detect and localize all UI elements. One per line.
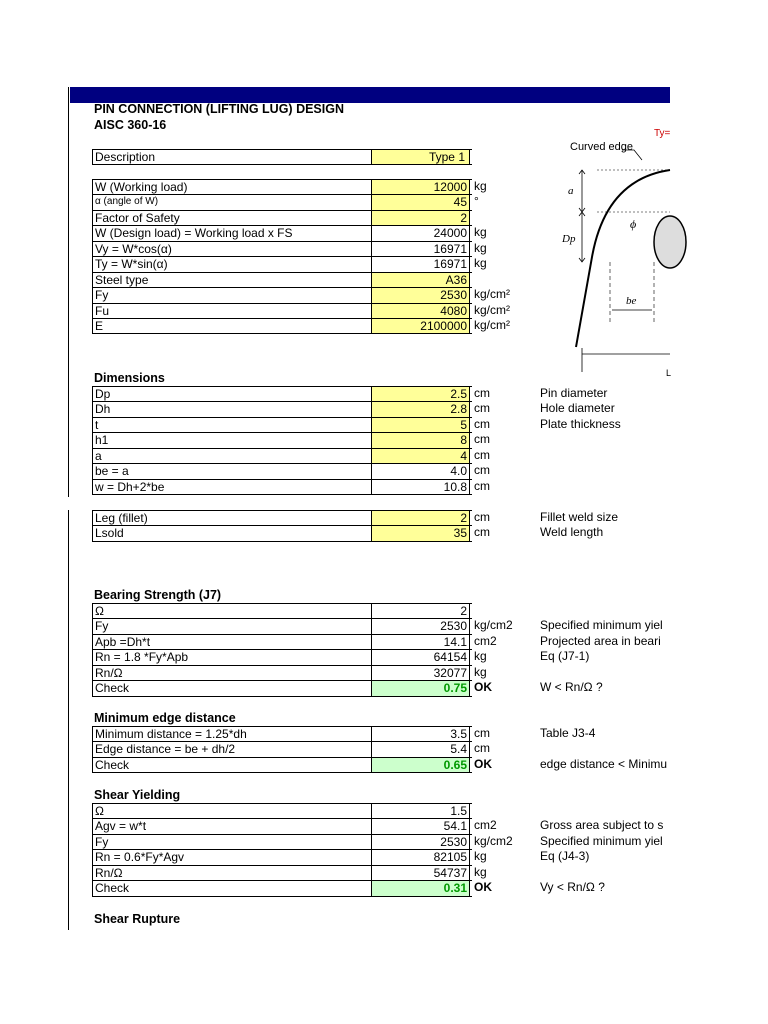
unit-label: kg — [474, 240, 487, 255]
unit-label: cm2 — [474, 633, 497, 648]
table-row — [92, 866, 472, 881]
dim-label: Dh — [92, 402, 372, 416]
note-text: Plate thickness — [540, 416, 621, 431]
check-label: Check — [92, 881, 372, 895]
note-text: Vy < Rn/Ω ? — [540, 880, 605, 895]
unit-label — [474, 272, 510, 287]
table-row — [92, 604, 472, 619]
note-text: Eq (J7-1) — [540, 649, 590, 664]
note-text: Hole diameter — [540, 401, 615, 416]
calc-value: 1.5 — [372, 804, 470, 818]
calc-value: 82105 — [372, 850, 470, 864]
calc-label: Fy — [92, 835, 372, 849]
calc-value: 2530 — [372, 619, 470, 633]
unit-label: kg/cm² — [474, 287, 510, 302]
unit-label: kg — [474, 849, 487, 864]
note-text — [540, 665, 670, 680]
shear-rupture-heading: Shear Rupture — [94, 912, 181, 926]
ok-status: OK — [474, 880, 492, 895]
table-row — [92, 319, 472, 334]
calc-value: 32077 — [372, 666, 470, 680]
edge-notes — [540, 726, 670, 772]
curved-edge-label: Curved edge — [570, 141, 633, 153]
unit-label: kg/cm2 — [474, 618, 513, 633]
table-row — [92, 195, 472, 210]
dim-label: w = Dh+2*be — [92, 480, 372, 494]
shear-yield-heading: Shear Yielding — [94, 788, 181, 802]
design-load-value: 24000 — [372, 226, 470, 240]
table-row — [92, 150, 472, 165]
ty-label: Ty= — [654, 128, 671, 139]
table-row — [92, 288, 472, 303]
edge-units — [474, 726, 492, 772]
unit-label — [474, 210, 510, 225]
check-label: Check — [92, 681, 372, 695]
check-ratio: 0.75 — [372, 681, 470, 695]
dh-input[interactable]: 2.8 — [372, 402, 470, 416]
calc-label: Apb =Dh*t — [92, 635, 372, 649]
calc-value: 3.5 — [372, 727, 470, 741]
calc-value: 64154 — [372, 650, 470, 664]
calc-value: 14.1 — [372, 635, 470, 649]
table-row — [92, 226, 472, 241]
unit-label: cm — [474, 463, 490, 478]
unit-label: cm — [474, 741, 490, 756]
unit-label: cm — [474, 525, 490, 540]
calc-value: 5.4 — [372, 742, 470, 756]
calc-label: Ω — [92, 604, 372, 618]
input-label: Vy = W*cos(α) — [92, 242, 372, 256]
shear-yield-table — [92, 803, 472, 897]
lug-drawing — [552, 122, 670, 382]
table-row — [92, 433, 472, 448]
inputs-units — [474, 179, 510, 333]
table-row — [92, 681, 472, 696]
description-table — [92, 149, 472, 165]
dim-label: Dp — [92, 387, 372, 401]
t-input[interactable]: 5 — [372, 418, 470, 432]
check-label: Check — [92, 758, 372, 772]
calc-value: 54.1 — [372, 819, 470, 833]
bearing-table — [92, 603, 472, 697]
input-label: Factor of Safety — [92, 211, 372, 225]
weld-notes — [540, 510, 670, 541]
unit-label: cm — [474, 478, 490, 493]
table-row — [92, 273, 472, 288]
e-input[interactable]: 2100000 — [372, 319, 470, 333]
unit-label: cm — [474, 416, 490, 431]
page-title: PIN CONNECTION (LIFTING LUG) DESIGN — [94, 102, 344, 116]
note-text: W < Rn/Ω ? — [540, 680, 603, 695]
be-value: 4.0 — [372, 464, 470, 478]
vy-value: 16971 — [372, 242, 470, 256]
header-bar — [70, 87, 670, 103]
dimensions-notes — [540, 386, 670, 432]
input-label: W (Design load) = Working load x FS — [92, 226, 372, 240]
note-text — [540, 803, 670, 818]
input-label: Fu — [92, 304, 372, 318]
table-row — [92, 180, 472, 195]
unit-label: ° — [474, 194, 479, 209]
code-reference: AISC 360-16 — [94, 118, 167, 132]
table-row — [92, 835, 472, 850]
unit-label: cm — [474, 432, 490, 447]
weld-units — [474, 510, 490, 541]
weld-table — [92, 510, 472, 542]
table-row — [92, 418, 472, 433]
unit-label: kg — [474, 649, 487, 664]
unit-label: cm — [474, 510, 490, 524]
note-text — [540, 603, 670, 618]
a-label: a — [568, 185, 574, 197]
working-load-input[interactable]: 12000 — [372, 180, 470, 194]
table-row — [92, 526, 472, 541]
note-text: Projected area in beari — [540, 633, 661, 648]
unit-label — [474, 603, 513, 618]
calc-label: Agv = w*t — [92, 819, 372, 833]
calc-value: 2 — [372, 604, 470, 618]
w-value: 10.8 — [372, 480, 470, 494]
bearing-notes — [540, 603, 670, 696]
table-row — [92, 666, 472, 681]
table-row — [92, 635, 472, 650]
safety-factor-input[interactable]: 2 — [372, 211, 470, 225]
dp-input[interactable]: 2.5 — [372, 387, 470, 401]
dimensions-heading: Dimensions — [94, 371, 165, 385]
unit-label: cm — [474, 447, 490, 462]
dp-label: Dp — [562, 233, 576, 245]
input-label: E — [92, 319, 372, 333]
note-text: Weld length — [540, 525, 604, 540]
shear-yield-notes — [540, 803, 670, 896]
table-row — [92, 211, 472, 226]
note-text: Specified minimum yiel — [540, 833, 663, 848]
calc-label: Fy — [92, 619, 372, 633]
unit-label — [474, 803, 513, 818]
unit-label: cm — [474, 401, 490, 416]
table-row — [92, 449, 472, 464]
input-label: α (angle of W) — [92, 195, 372, 209]
input-label: W (Working load) — [92, 180, 372, 194]
phi-label: ϕ — [630, 217, 637, 231]
steel-type-input[interactable]: A36 — [372, 273, 470, 287]
left-border-lower — [68, 510, 69, 930]
calc-value: 54737 — [372, 866, 470, 880]
unit-label: cm — [474, 386, 490, 400]
calc-label: Rn = 0.6*Fy*Agv — [92, 850, 372, 864]
input-label: Fy — [92, 288, 372, 302]
table-row — [92, 650, 472, 665]
table-row — [92, 804, 472, 819]
ok-status: OK — [474, 756, 492, 771]
note-text — [540, 741, 670, 756]
l-label: L — [666, 368, 672, 378]
table-row — [92, 819, 472, 834]
calc-label: Rn/Ω — [92, 666, 372, 680]
a-input[interactable]: 4 — [372, 449, 470, 463]
angle-input[interactable]: 45 — [372, 195, 470, 209]
table-row — [92, 619, 472, 634]
table-row — [92, 480, 472, 495]
input-label: Ty = W*sin(α) — [92, 257, 372, 271]
shear-yield-units — [474, 803, 513, 896]
fy-input[interactable]: 2530 — [372, 288, 470, 302]
ok-status: OK — [474, 680, 492, 695]
table-row — [92, 850, 472, 865]
leg-input[interactable]: 2 — [372, 511, 470, 525]
fu-input[interactable]: 4080 — [372, 304, 470, 318]
table-row — [92, 742, 472, 757]
unit-label: kg — [474, 256, 487, 271]
dimensions-units — [474, 386, 490, 494]
note-text: Eq (J4-3) — [540, 849, 590, 864]
dimensions-table — [92, 386, 472, 495]
note-text: Specified minimum yiel — [540, 618, 663, 633]
h1-input[interactable]: 8 — [372, 433, 470, 447]
dim-label: h1 — [92, 433, 372, 447]
input-label: Steel type — [92, 273, 372, 287]
unit-label: kg/cm² — [474, 317, 510, 332]
inputs-table — [92, 179, 472, 334]
note-text: Table J3-4 — [540, 726, 596, 740]
description-label: Description — [92, 150, 372, 164]
table-row — [92, 727, 472, 742]
table-row — [92, 402, 472, 417]
unit-label: kg/cm² — [474, 302, 510, 317]
note-text: Pin diameter — [540, 386, 608, 400]
weld-label: Lsold — [92, 526, 372, 540]
unit-label: cm2 — [474, 818, 497, 833]
weld-label: Leg (fillet) — [92, 511, 372, 525]
table-row — [92, 511, 472, 526]
bearing-units — [474, 603, 513, 696]
bearing-heading: Bearing Strength (J7) — [94, 588, 222, 602]
be-label: be — [626, 295, 637, 307]
table-row — [92, 242, 472, 257]
table-row — [92, 758, 472, 773]
description-value[interactable]: Type 1 — [372, 150, 470, 164]
unit-label: kg/cm2 — [474, 833, 513, 848]
calc-value: 2530 — [372, 835, 470, 849]
unit-label: kg — [474, 225, 487, 240]
lsold-input[interactable]: 35 — [372, 526, 470, 540]
table-row — [92, 387, 472, 402]
note-text: Fillet weld size — [540, 510, 619, 524]
calc-label: Rn = 1.8 *Fy*Apb — [92, 650, 372, 664]
table-row — [92, 881, 472, 896]
table-row — [92, 464, 472, 479]
calc-label: Ω — [92, 804, 372, 818]
left-border — [68, 87, 69, 497]
check-ratio: 0.31 — [372, 881, 470, 895]
unit-label: kg — [474, 664, 487, 679]
table-row — [92, 257, 472, 272]
unit-label: kg — [474, 864, 487, 879]
table-row — [92, 304, 472, 319]
calc-label: Minimum distance = 1.25*dh — [92, 727, 372, 741]
calc-label: Edge distance = be + dh/2 — [92, 742, 372, 756]
dim-label: t — [92, 418, 372, 432]
ty-value: 16971 — [372, 257, 470, 271]
unit-label: kg — [474, 179, 487, 193]
dim-label: be = a — [92, 464, 372, 478]
check-ratio: 0.65 — [372, 758, 470, 772]
lug-diagram — [552, 122, 670, 382]
dim-label: a — [92, 449, 372, 463]
calc-label: Rn/Ω — [92, 866, 372, 880]
note-text — [540, 865, 670, 880]
edge-table — [92, 726, 472, 773]
unit-label: cm — [474, 726, 490, 740]
note-text: edge distance < Minimu — [540, 756, 668, 771]
note-text: Gross area subject to s — [540, 818, 664, 833]
edge-heading: Minimum edge distance — [94, 711, 236, 725]
